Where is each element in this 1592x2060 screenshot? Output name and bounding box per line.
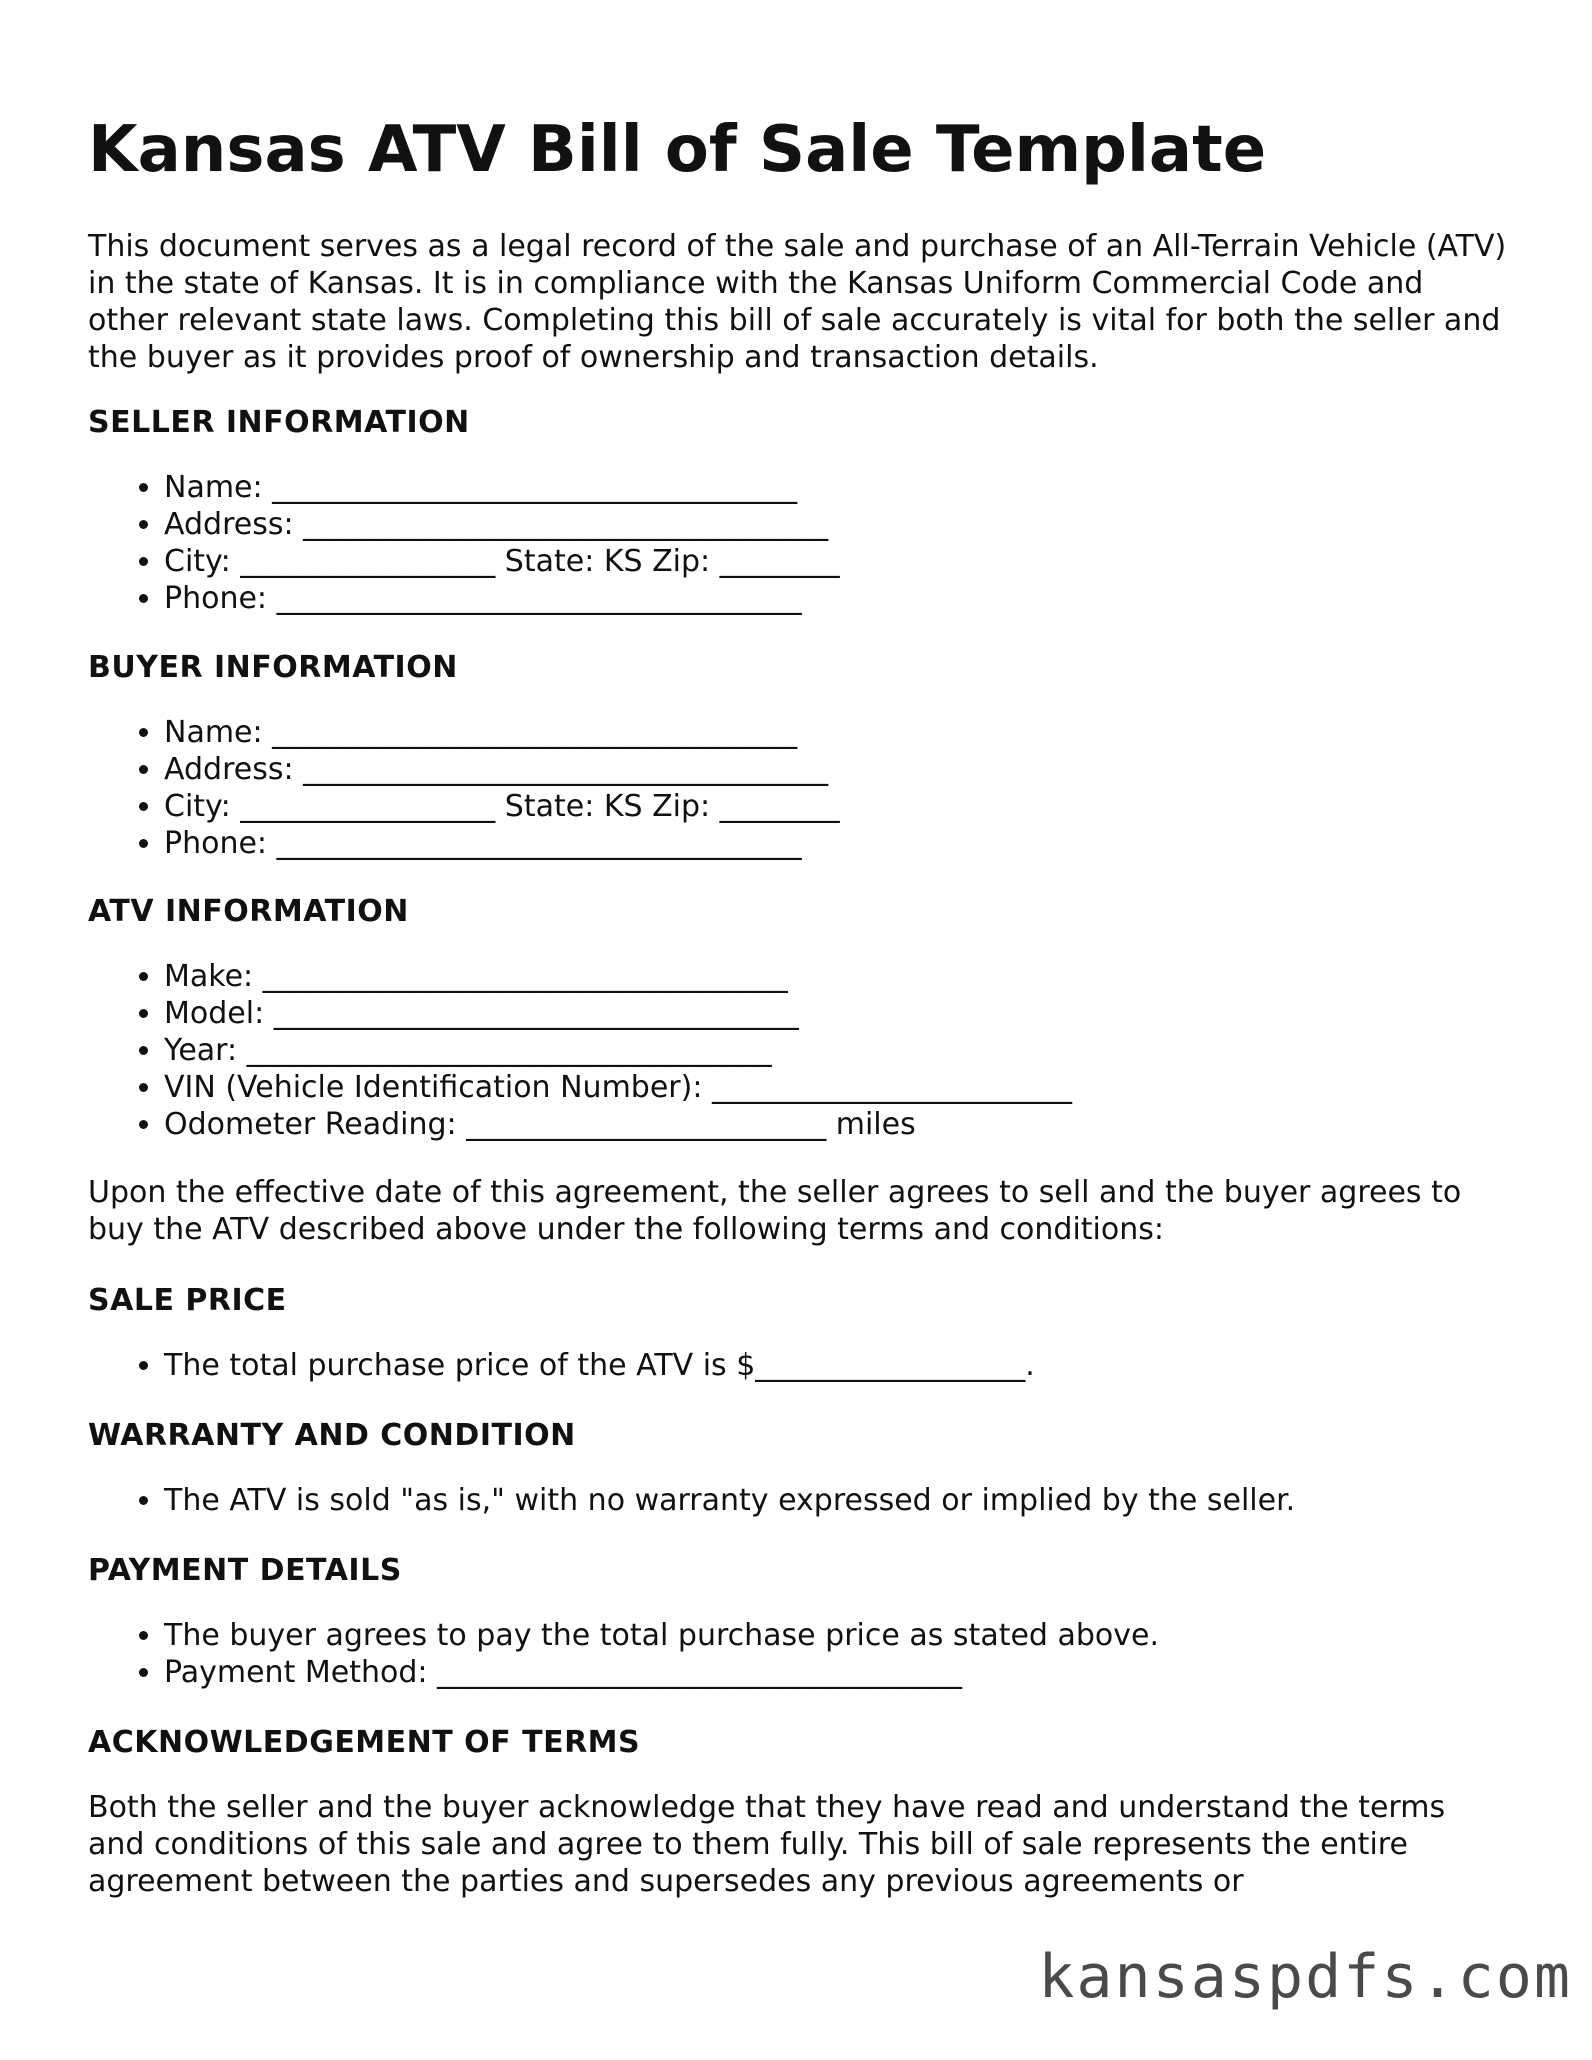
- buyer-heading: BUYER INFORMATION: [88, 650, 458, 685]
- atv-model-field[interactable]: • Model: ___________________________________: [164, 995, 1508, 1032]
- atv-make-field[interactable]: • Make: ___________________________________: [164, 958, 1508, 995]
- agreement-paragraph: Upon the effective date of this agreement, the seller agrees to sell and the buyer agrees to buy the ATV described above under the following terms and conditions:: [88, 1175, 1462, 1247]
- seller-address-field[interactable]: • Address: ___________________________________: [164, 506, 1508, 543]
- seller-heading: SELLER INFORMATION: [88, 405, 470, 440]
- seller-name-field[interactable]: • Name: ___________________________________: [164, 469, 1508, 506]
- atv-odometer-field[interactable]: • Odometer Reading: ________________________ miles: [164, 1106, 1508, 1143]
- seller-section: [88, 404, 1508, 617]
- warranty-heading: WARRANTY AND CONDITION: [88, 1418, 576, 1453]
- acknowledgement-heading: ACKNOWLEDGEMENT OF TERMS: [88, 1725, 641, 1760]
- atv-list: [88, 958, 1508, 1143]
- intro-paragraph: This document serves as a legal record of the sale and purchase of an All-Terrain Vehicle (ATV) in the state of Kansas. It is in compliance with the Kansas Uniform Commercial Code and other relevant state laws. Completing this bill of sale accurately is vital for both the seller and the buyer as it provides proof of ownership and transaction details.: [88, 229, 1507, 375]
- warranty-section: [88, 1417, 1508, 1519]
- atv-vin-field[interactable]: • VIN (Vehicle Identification Number): ________________________: [164, 1069, 1508, 1106]
- sale-price-section: [88, 1282, 1508, 1384]
- buyer-name-field[interactable]: • Name: ___________________________________: [164, 714, 1508, 751]
- watermark-logo: kansaspdfs.com: [1038, 1942, 1572, 2012]
- acknowledgement-paragraph: Both the seller and the buyer acknowledge that they have read and understand the terms and conditions of this sale and agree to them fully. This bill of sale represents the entire agreement between the parties and supersedes any previous agreements or: [88, 1790, 1446, 1899]
- buyer-section: [88, 649, 1508, 862]
- seller-list: [88, 469, 1508, 617]
- sale-price-list: [88, 1347, 1508, 1384]
- buyer-address-field[interactable]: • Address: ___________________________________: [164, 751, 1508, 788]
- payment-agreement-item: • The buyer agrees to pay the total purchase price as stated above.: [164, 1617, 1508, 1654]
- warranty-list: [88, 1482, 1508, 1519]
- payment-heading: PAYMENT DETAILS: [88, 1553, 402, 1588]
- acknowledgement-section: [88, 1724, 1508, 1900]
- sale-price-heading: SALE PRICE: [88, 1283, 287, 1318]
- atv-section: [88, 893, 1508, 1143]
- buyer-city-state-zip-field[interactable]: • City: _________________ State: KS Zip: ________: [164, 788, 1508, 825]
- warranty-item: • The ATV is sold "as is," with no warranty expressed or implied by the seller.: [164, 1482, 1508, 1519]
- payment-list: [88, 1617, 1508, 1691]
- buyer-list: [88, 714, 1508, 862]
- payment-method-field[interactable]: • Payment Method: ___________________________________: [164, 1654, 1508, 1691]
- seller-phone-field[interactable]: • Phone: ___________________________________: [164, 580, 1508, 617]
- atv-year-field[interactable]: • Year: ___________________________________: [164, 1032, 1508, 1069]
- atv-heading: ATV INFORMATION: [88, 894, 409, 929]
- payment-section: [88, 1552, 1508, 1691]
- document-title: Kansas ATV Bill of Sale Template: [88, 113, 1267, 187]
- sale-price-field[interactable]: • The total purchase price of the ATV is $__________________.: [164, 1347, 1508, 1384]
- seller-city-state-zip-field[interactable]: • City: _________________ State: KS Zip: ________: [164, 543, 1508, 580]
- buyer-phone-field[interactable]: • Phone: ___________________________________: [164, 825, 1508, 862]
